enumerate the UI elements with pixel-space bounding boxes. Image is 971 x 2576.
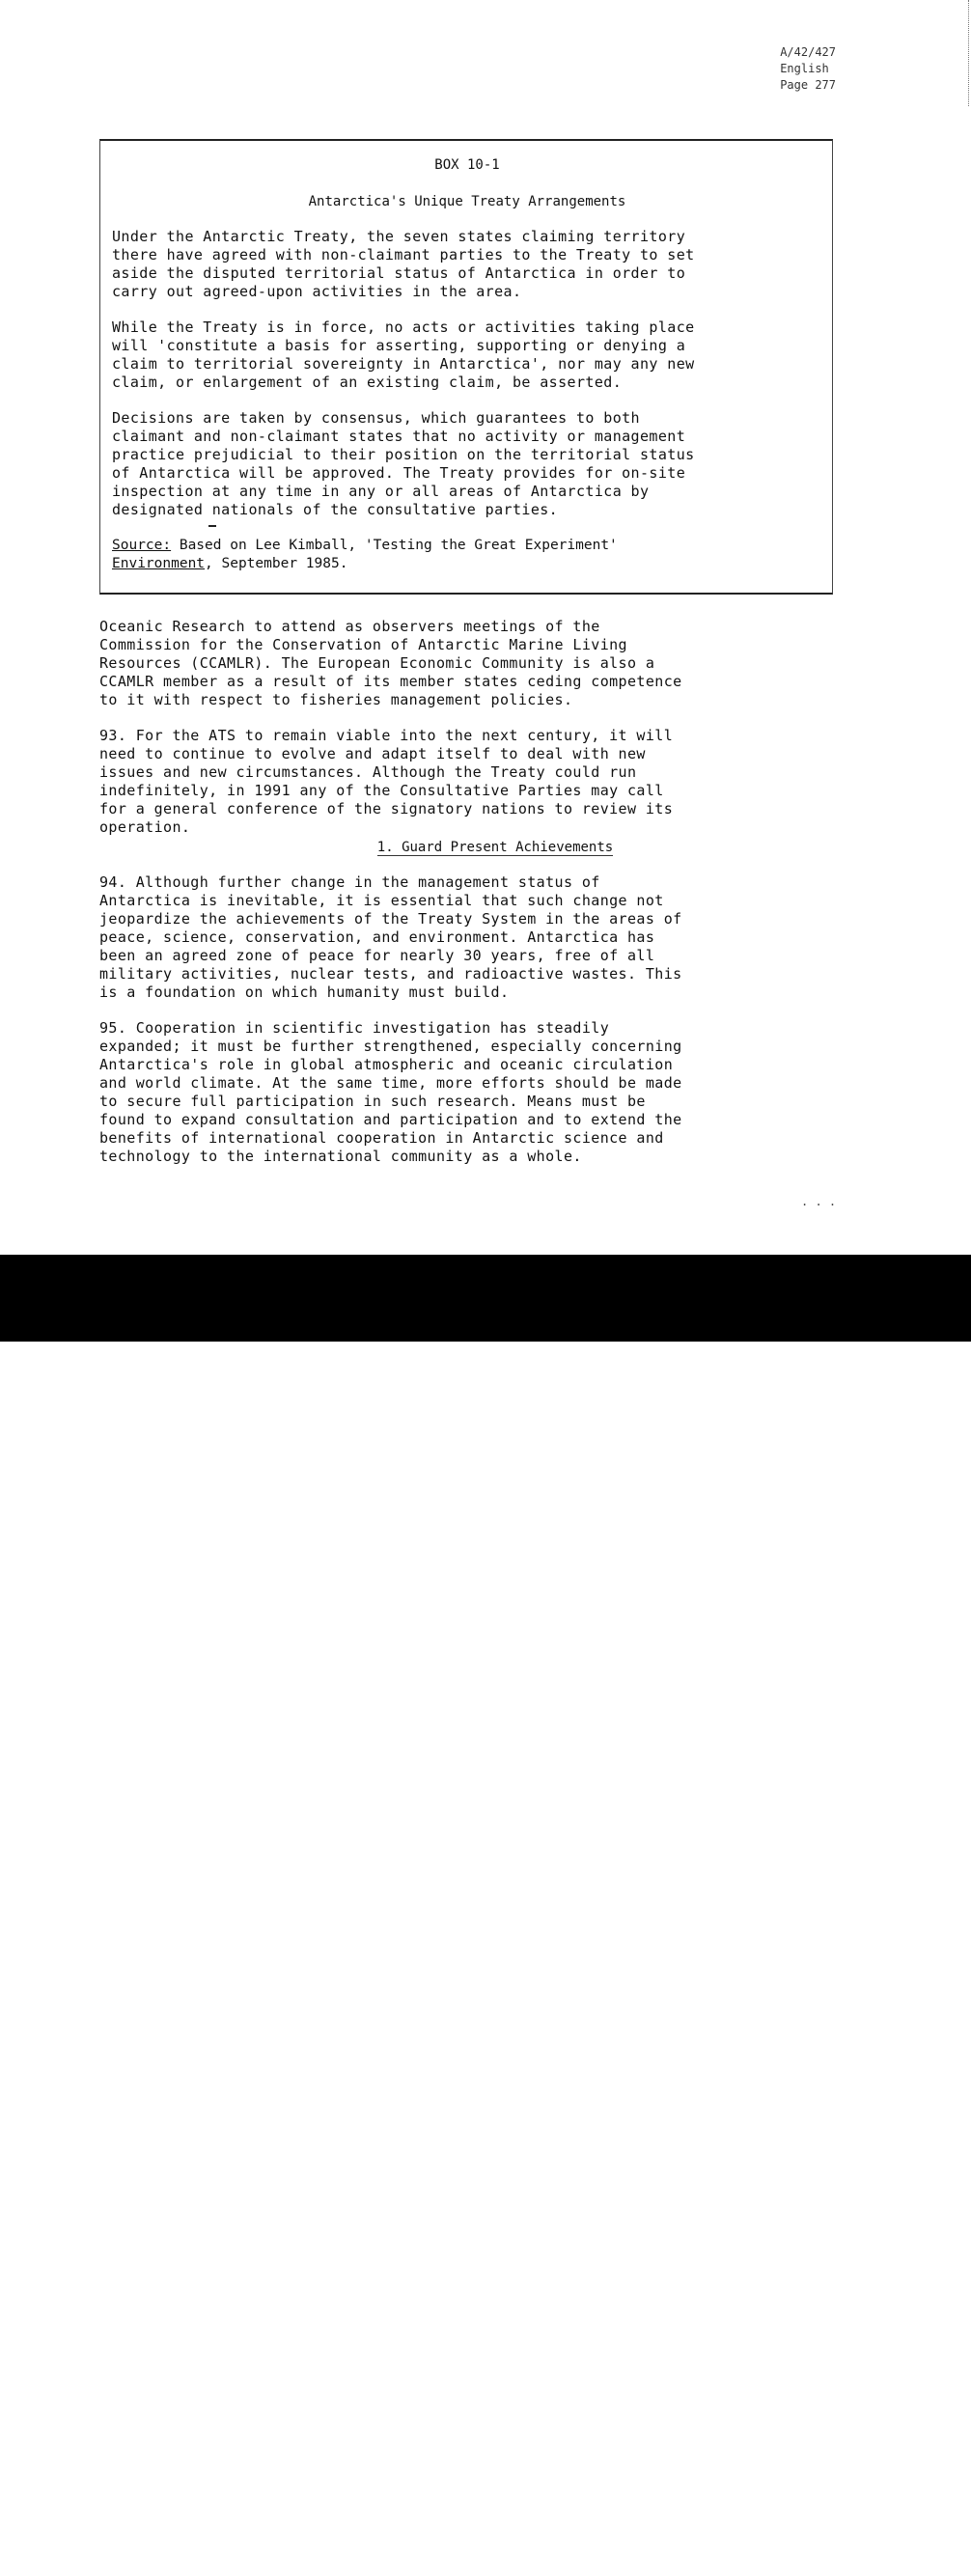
doc-language: English — [780, 62, 829, 75]
alamy-url: www.alamy.com — [835, 2546, 944, 2562]
continuation-marker: . . . — [801, 1195, 837, 1208]
box-paragraph-2: While the Treaty is in force, no acts or activities taking place will 'constitute a basis for asserting, supporting or denying a claim to territorial sovereignty in Antarctica', nor may any new claim, or enlargement of an existing claim, be asserted. — [112, 319, 695, 391]
stray-mark — [208, 525, 216, 527]
box-source — [112, 537, 822, 573]
box-10-1 — [99, 139, 833, 595]
paragraph-95: 95. Cooperation in scientific investigation has steadily expanded; it must be further strengthened, especially concerning Antarctica's role in global atmospheric and oceanic circulation and world climate. At the same time, more efforts should be made to secure full participation in such research. Means must be found to expand consultation and participation and to extend the benefits of international cooperation in Antarctic science and technology to the international community as a whole. — [99, 1019, 682, 1165]
section-heading — [157, 839, 833, 856]
paragraph-94: 94. Although further change in the management status of Antarctica is inevitable, it is essential that such change not jeopardize the achievements of the Treaty System in the areas of peace, science, conservation, and environment. Antarctica has been an agreed zone of peace for nearly 30 years, free of all military activities, nuclear tests, and radioactive wastes. This is a foundation on which humanity must build. — [99, 873, 682, 1001]
box-paragraph-1: Under the Antarctic Treaty, the seven states claiming territory there have agreed with non-claimant parties to the Treaty to set aside the disputed territorial status of Antarctica in order to carry out agreed-upon activities in the area. — [112, 228, 695, 300]
page-number: Page 277 — [780, 78, 836, 92]
source-text: Based on Lee Kimball, 'Testing the Great Experiment' — [171, 538, 618, 553]
alamy-logo: alamy — [31, 2524, 177, 2576]
page-header — [780, 44, 836, 94]
section-heading-text: 1. Guard Present Achievements — [376, 840, 614, 855]
box-title: BOX 10-1 — [434, 157, 500, 173]
source-label: Source: — [112, 538, 172, 553]
body-text — [99, 618, 833, 1183]
document-page — [0, 0, 971, 1255]
box-paragraph-3: Decisions are taken by consensus, which guarantees to both claimant and non-claimant states that no activity or management practice prejudicial to their position on the territorial status of Antarctica will be approved. The Treaty provides for on-site inspection at any time in any or all areas of Antarctica by designated nationals of the consultative parties. — [112, 409, 695, 518]
source-date: , September 1985. — [205, 556, 348, 571]
margin-marks — [966, 0, 969, 106]
image-id: Image ID: P2D93J — [825, 2528, 944, 2543]
source-publication: Environment — [112, 556, 206, 571]
paragraph-continued: Oceanic Research to attend as observers meetings of the Commission for the Conservation of Antarctic Marine Living Resources (CCAMLR). The European Economic Community is also a CCAMLR member as a result of its member states ceding competence to it with respect to fisheries management policies. — [99, 618, 682, 708]
doc-number: A/42/427 — [780, 45, 836, 59]
watermark-strip — [0, 1255, 971, 2576]
paragraph-93: 93. For the ATS to remain viable into the next century, it will need to continue to evolve and adapt itself to deal with new issues and new circumstances. Although the Treaty could run indefinitely, in 1991 any of the Consultative Parties may call for a general conference of the signatory nations to review its operation. — [99, 727, 674, 836]
box-subtitle: Antarctica's Unique Treaty Arrangements — [308, 194, 626, 209]
